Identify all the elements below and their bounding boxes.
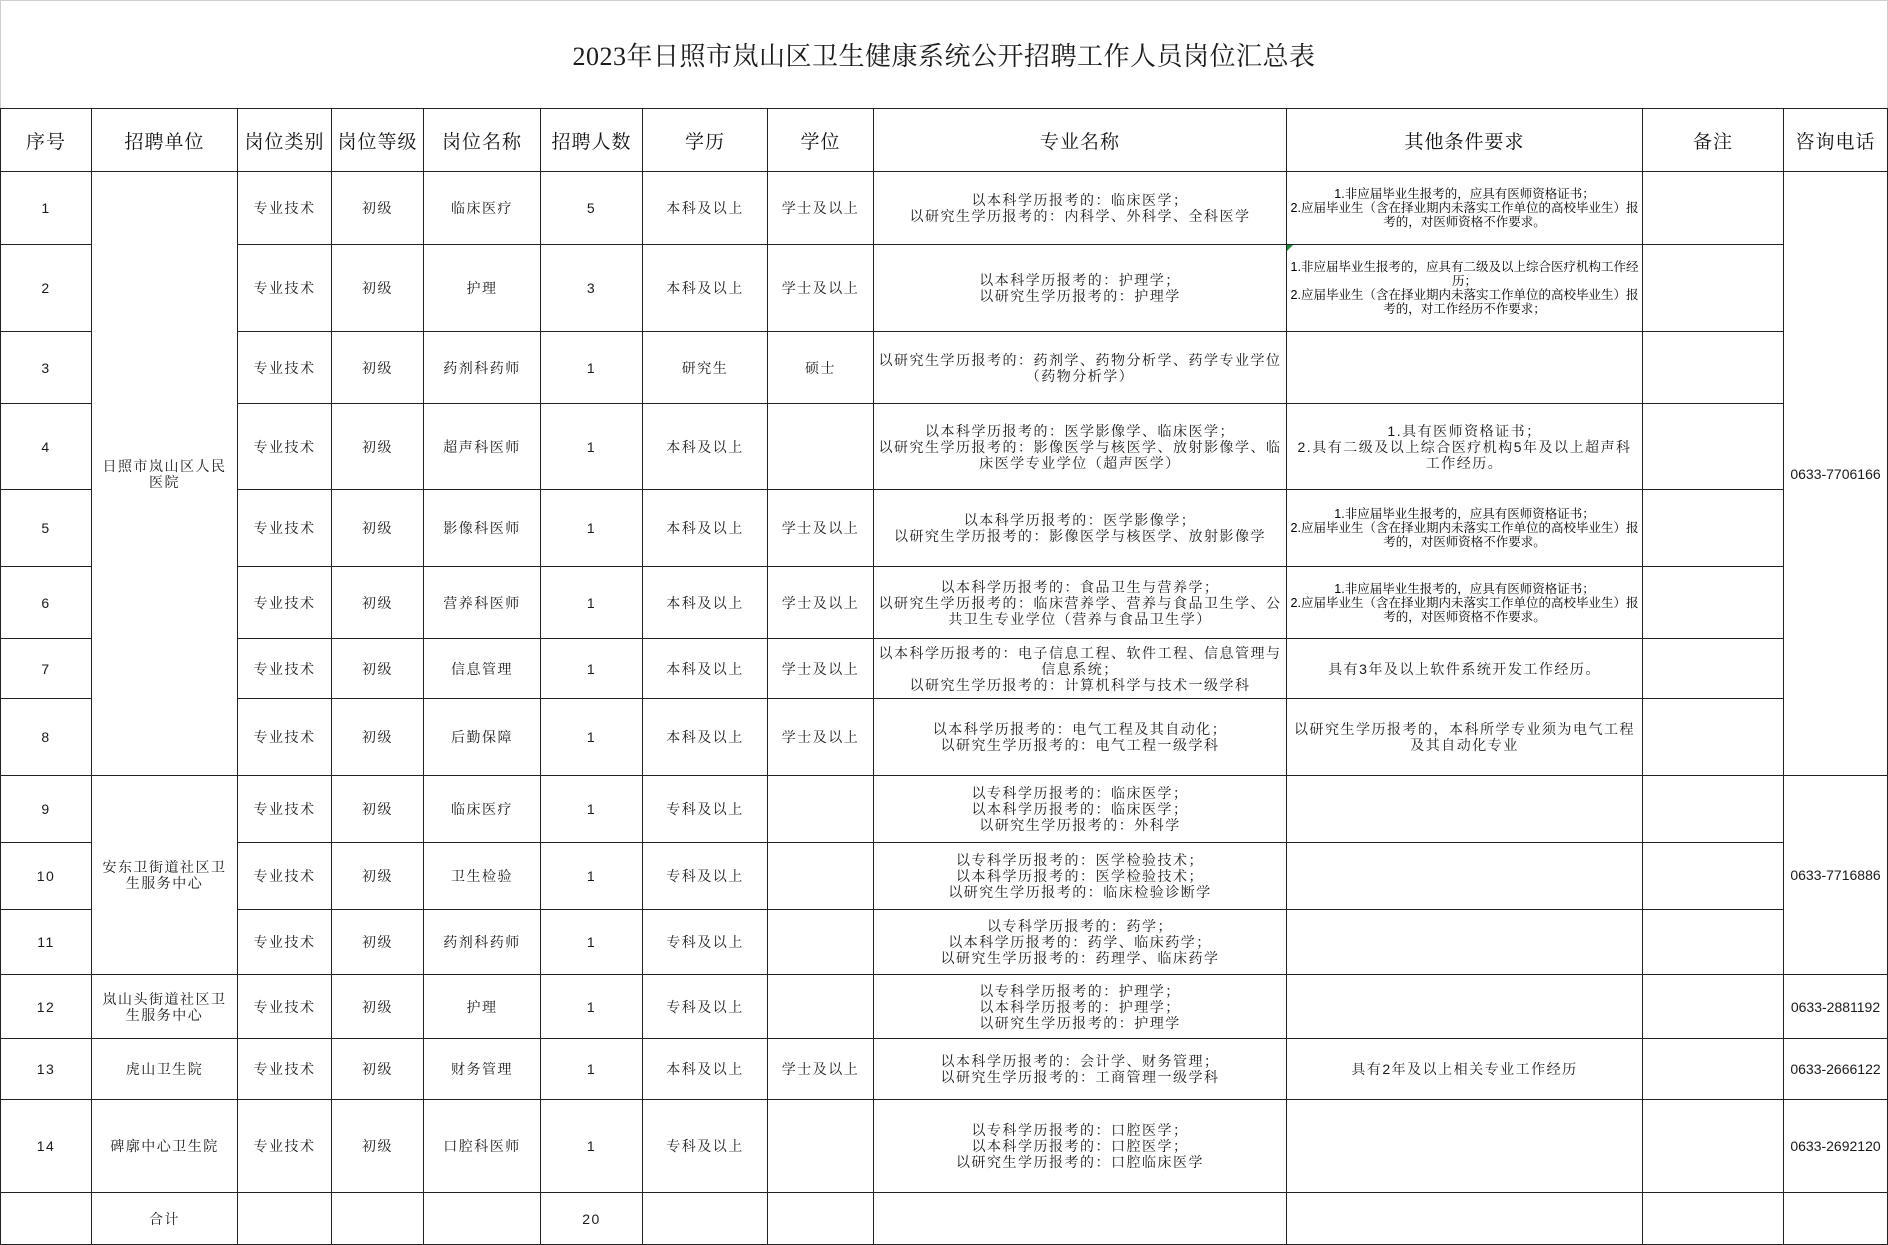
major-line: 以研究生学历报考的：电气工程一级学科 xyxy=(940,737,1220,753)
headcount-cell: 1 xyxy=(541,975,643,1039)
major-line: 以本科学历报考的：临床医学； xyxy=(971,192,1189,208)
position-name-cell: 护理 xyxy=(424,975,541,1039)
row-number-cell: 14 xyxy=(1,1100,92,1193)
major-line: 以本科学历报考的：食品卫生与营养学； xyxy=(940,578,1220,595)
remark-cell xyxy=(1643,567,1784,639)
total-level-cell xyxy=(332,1193,424,1245)
requirement-line: 以研究生学历报考的，本科所学专业须为电气工程及其自动化专业 xyxy=(1294,721,1635,753)
major-line: 以专科学历报考的：药学； xyxy=(987,918,1173,934)
position-name-cell: 口腔科医师 xyxy=(424,1100,541,1193)
remark-cell xyxy=(1643,843,1784,910)
major-line: 以本科学历报考的：临床医学； xyxy=(971,801,1189,817)
headcount-cell: 5 xyxy=(541,172,643,245)
education-cell: 专科及以上 xyxy=(643,975,768,1039)
category-cell: 专业技术 xyxy=(238,567,332,639)
major-cell xyxy=(874,843,1287,910)
major-line: 以研究生学历报考的：外科学 xyxy=(979,817,1181,833)
requirement-line: 具有2年及以上相关专业工作经历 xyxy=(1351,1061,1578,1077)
remark-cell xyxy=(1643,776,1784,843)
header-other-requirements: 其他条件要求 xyxy=(1287,109,1643,172)
total-headcount: 20 xyxy=(541,1193,643,1245)
level-cell: 初级 xyxy=(332,910,424,975)
major-line: 以研究生学历报考的：影像医学与核医学、放射影像学、临床医学专业学位（超声医学） xyxy=(878,438,1282,471)
headcount-cell: 1 xyxy=(541,699,643,776)
row-number-cell: 6 xyxy=(1,567,92,639)
other-requirements-cell xyxy=(1287,1039,1643,1100)
degree-cell xyxy=(768,1100,874,1193)
level-cell: 初级 xyxy=(332,975,424,1039)
header-remark: 备注 xyxy=(1643,109,1784,172)
recruitment-table xyxy=(0,108,1888,1245)
header-number: 序号 xyxy=(1,109,92,172)
remark-cell xyxy=(1643,910,1784,975)
position-name-cell: 后勤保障 xyxy=(424,699,541,776)
remark-cell xyxy=(1643,1039,1784,1100)
position-name-cell: 信息管理 xyxy=(424,639,541,699)
table-row xyxy=(1,843,1888,910)
header-unit: 招聘单位 xyxy=(92,109,238,172)
position-name-cell: 营养科医师 xyxy=(424,567,541,639)
unit-name-cell: 安东卫街道社区卫生服务中心 xyxy=(92,776,238,975)
other-requirements-cell xyxy=(1287,975,1643,1039)
major-line: 以研究生学历报考的：药剂学、药物分析学、药学专业学位（药物分析学） xyxy=(878,351,1282,384)
position-name-cell: 财务管理 xyxy=(424,1039,541,1100)
other-requirements-cell xyxy=(1287,639,1643,699)
row-number-cell: 9 xyxy=(1,776,92,843)
requirement-line: 1.非应届毕业生报考的，应具有二级及以上综合医疗机构工作经历； xyxy=(1290,260,1639,288)
requirement-line: 具有3年及以上软件系统开发工作经历。 xyxy=(1328,660,1601,677)
major-cell xyxy=(874,975,1287,1039)
unit-name-cell: 日照市岚山区人民医院 xyxy=(92,172,238,776)
header-category: 岗位类别 xyxy=(238,109,332,172)
row-number-cell: 7 xyxy=(1,639,92,699)
total-phone-cell xyxy=(1784,1193,1888,1245)
header-row xyxy=(1,109,1888,172)
degree-cell: 学士及以上 xyxy=(768,245,874,332)
category-cell: 专业技术 xyxy=(238,172,332,245)
other-requirements-cell xyxy=(1287,567,1643,639)
remark-cell xyxy=(1643,699,1784,776)
education-cell: 专科及以上 xyxy=(643,1100,768,1193)
education-cell: 本科及以上 xyxy=(643,490,768,567)
total-body xyxy=(1,1193,1888,1245)
education-cell: 本科及以上 xyxy=(643,245,768,332)
row-number-cell: 10 xyxy=(1,843,92,910)
major-line: 以专科学历报考的：临床医学； xyxy=(971,785,1189,801)
total-degree-cell xyxy=(768,1193,874,1245)
position-name-cell: 临床医疗 xyxy=(424,172,541,245)
major-line: 以本科学历报考的：电子信息工程、软件工程、信息管理与信息系统； xyxy=(878,644,1282,677)
major-line: 以本科学历报考的：医学检验技术； xyxy=(956,868,1204,884)
total-remark-cell xyxy=(1643,1193,1784,1245)
requirement-line: 1.具有医师资格证书； xyxy=(1387,422,1542,439)
position-name-cell: 药剂科药师 xyxy=(424,910,541,975)
category-cell: 专业技术 xyxy=(238,975,332,1039)
headcount-cell: 1 xyxy=(541,776,643,843)
education-cell: 本科及以上 xyxy=(643,639,768,699)
page-title: 2023年日照市岚山区卫生健康系统公开招聘工作人员岗位汇总表 xyxy=(572,42,1316,71)
major-cell xyxy=(874,332,1287,404)
requirement-line: 1.非应届毕业生报考的，应具有医师资格证书； xyxy=(1334,581,1595,596)
row-number-cell: 1 xyxy=(1,172,92,245)
row-number-cell: 8 xyxy=(1,699,92,776)
major-line: 以本科学历报考的：口腔医学； xyxy=(971,1138,1189,1154)
major-cell xyxy=(874,1039,1287,1100)
headcount-cell: 1 xyxy=(541,639,643,699)
table-row xyxy=(1,404,1888,490)
remark-cell xyxy=(1643,172,1784,245)
major-cell xyxy=(874,776,1287,843)
unit-name-cell: 碑廓中心卫生院 xyxy=(92,1100,238,1193)
degree-cell: 硕士 xyxy=(768,332,874,404)
degree-cell: 学士及以上 xyxy=(768,639,874,699)
header-position: 岗位名称 xyxy=(424,109,541,172)
row-number-cell: 5 xyxy=(1,490,92,567)
education-cell: 专科及以上 xyxy=(643,776,768,843)
level-cell: 初级 xyxy=(332,639,424,699)
level-cell: 初级 xyxy=(332,843,424,910)
major-line: 以本科学历报考的：药学、临床药学； xyxy=(948,934,1212,950)
total-category-cell xyxy=(238,1193,332,1245)
level-cell: 初级 xyxy=(332,699,424,776)
total-number-cell xyxy=(1,1193,92,1245)
requirement-line: 2.应届毕业生（含在择业期内未落实工作单位的高校毕业生）报考的，对医师资格不作要求。 xyxy=(1290,521,1639,549)
major-line: 以研究生学历报考的：口腔临床医学 xyxy=(956,1154,1204,1170)
major-line: 以研究生学历报考的：内科学、外科学、全科医学 xyxy=(909,208,1251,224)
headcount-cell: 1 xyxy=(541,1100,643,1193)
table-row xyxy=(1,1100,1888,1193)
major-line: 以研究生学历报考的：药理学、临床药学 xyxy=(940,950,1220,966)
remark-cell xyxy=(1643,490,1784,567)
remark-cell xyxy=(1643,332,1784,404)
phone-cell: 0633-2692120 xyxy=(1784,1100,1888,1193)
total-education-cell xyxy=(643,1193,768,1245)
requirement-line: 1.非应届毕业生报考的，应具有医师资格证书； xyxy=(1334,507,1595,521)
category-cell: 专业技术 xyxy=(238,490,332,567)
major-line: 以研究生学历报考的：临床营养学、营养与食品卫生学、公共卫生专业学位（营养与食品卫生学） xyxy=(878,594,1282,627)
level-cell: 初级 xyxy=(332,172,424,245)
remark-cell xyxy=(1643,1100,1784,1193)
level-cell: 初级 xyxy=(332,1039,424,1100)
major-cell xyxy=(874,567,1287,639)
major-line: 以研究生学历报考的：护理学 xyxy=(979,288,1181,304)
other-requirements-cell xyxy=(1287,404,1643,490)
category-cell: 专业技术 xyxy=(238,1039,332,1100)
total-position-cell xyxy=(424,1193,541,1245)
category-cell: 专业技术 xyxy=(238,332,332,404)
header-degree: 学位 xyxy=(768,109,874,172)
headcount-cell: 1 xyxy=(541,1039,643,1100)
degree-cell xyxy=(768,404,874,490)
phone-cell: 0633-2666122 xyxy=(1784,1039,1888,1100)
major-line: 以本科学历报考的：护理学； xyxy=(979,998,1181,1015)
level-cell: 初级 xyxy=(332,404,424,490)
level-cell: 初级 xyxy=(332,776,424,843)
major-cell xyxy=(874,639,1287,699)
phone-cell: 0633-7706166 xyxy=(1784,172,1888,776)
table-row xyxy=(1,172,1888,245)
category-cell: 专业技术 xyxy=(238,699,332,776)
education-cell: 本科及以上 xyxy=(643,699,768,776)
major-line: 以研究生学历报考的：工商管理一级学科 xyxy=(940,1069,1220,1085)
education-cell: 专科及以上 xyxy=(643,843,768,910)
other-requirements-cell xyxy=(1287,776,1643,843)
major-line: 以本科学历报考的：医学影像学、临床医学； xyxy=(925,422,1235,439)
unit-name-cell: 虎山卫生院 xyxy=(92,1039,238,1100)
row-number-cell: 4 xyxy=(1,404,92,490)
table-row xyxy=(1,245,1888,332)
major-cell xyxy=(874,245,1287,332)
header-major: 专业名称 xyxy=(874,109,1287,172)
title-bar xyxy=(0,0,1888,108)
education-cell: 本科及以上 xyxy=(643,172,768,245)
degree-cell: 学士及以上 xyxy=(768,699,874,776)
major-line: 以研究生学历报考的：计算机科学与技术一级学科 xyxy=(909,676,1251,693)
requirement-line: 2.具有二级及以上综合医疗机构5年及以上超声科工作经历。 xyxy=(1297,438,1632,471)
other-requirements-cell xyxy=(1287,332,1643,404)
headcount-cell: 3 xyxy=(541,245,643,332)
remark-cell xyxy=(1643,639,1784,699)
table-row xyxy=(1,910,1888,975)
level-cell: 初级 xyxy=(332,1100,424,1193)
table-row xyxy=(1,490,1888,567)
degree-cell xyxy=(768,975,874,1039)
major-cell xyxy=(874,172,1287,245)
position-name-cell: 药剂科药师 xyxy=(424,332,541,404)
other-requirements-cell xyxy=(1287,172,1643,245)
category-cell: 专业技术 xyxy=(238,245,332,332)
category-cell: 专业技术 xyxy=(238,776,332,843)
other-requirements-cell xyxy=(1287,699,1643,776)
major-line: 以本科学历报考的：护理学； xyxy=(979,272,1181,288)
phone-cell: 0633-7716886 xyxy=(1784,776,1888,975)
remark-cell xyxy=(1643,404,1784,490)
header-education: 学历 xyxy=(643,109,768,172)
header-headcount: 招聘人数 xyxy=(541,109,643,172)
major-line: 以专科学历报考的：护理学； xyxy=(979,982,1181,999)
major-line: 以本科学历报考的：会计学、财务管理； xyxy=(940,1053,1220,1069)
education-cell: 专科及以上 xyxy=(643,910,768,975)
table-body xyxy=(1,172,1888,1193)
table-row xyxy=(1,776,1888,843)
major-line: 以本科学历报考的：医学影像学； xyxy=(963,512,1197,528)
major-line: 以专科学历报考的：医学检验技术； xyxy=(956,852,1204,868)
position-name-cell: 临床医疗 xyxy=(424,776,541,843)
table-row xyxy=(1,639,1888,699)
education-cell: 本科及以上 xyxy=(643,1039,768,1100)
headcount-cell: 1 xyxy=(541,404,643,490)
table-row xyxy=(1,699,1888,776)
major-cell xyxy=(874,699,1287,776)
level-cell: 初级 xyxy=(332,332,424,404)
table-row xyxy=(1,1039,1888,1100)
other-requirements-cell xyxy=(1287,910,1643,975)
degree-cell xyxy=(768,843,874,910)
headcount-cell: 1 xyxy=(541,567,643,639)
headcount-cell: 1 xyxy=(541,843,643,910)
header-level: 岗位等级 xyxy=(332,109,424,172)
requirement-line: 2.应届毕业生（含在择业期内未落实工作单位的高校毕业生）报考的，对工作经历不作要求； xyxy=(1290,288,1639,316)
degree-cell: 学士及以上 xyxy=(768,567,874,639)
other-requirements-cell xyxy=(1287,245,1643,332)
row-number-cell: 11 xyxy=(1,910,92,975)
level-cell: 初级 xyxy=(332,490,424,567)
row-number-cell: 13 xyxy=(1,1039,92,1100)
other-requirements-cell xyxy=(1287,1100,1643,1193)
category-cell: 专业技术 xyxy=(238,639,332,699)
total-row xyxy=(1,1193,1888,1245)
major-line: 以专科学历报考的：口腔医学； xyxy=(971,1122,1189,1138)
other-requirements-cell xyxy=(1287,843,1643,910)
education-cell: 研究生 xyxy=(643,332,768,404)
headcount-cell: 1 xyxy=(541,332,643,404)
table-row xyxy=(1,332,1888,404)
row-number-cell: 2 xyxy=(1,245,92,332)
major-line: 以研究生学历报考的：临床检验诊断学 xyxy=(948,884,1212,900)
category-cell: 专业技术 xyxy=(238,843,332,910)
unit-name-cell: 岚山头街道社区卫生服务中心 xyxy=(92,975,238,1039)
education-cell: 本科及以上 xyxy=(643,404,768,490)
position-name-cell: 超声科医师 xyxy=(424,404,541,490)
education-cell: 本科及以上 xyxy=(643,567,768,639)
phone-cell: 0633-2881192 xyxy=(1784,975,1888,1039)
major-cell xyxy=(874,1100,1287,1193)
header-phone: 咨询电话 xyxy=(1784,109,1888,172)
headcount-cell: 1 xyxy=(541,910,643,975)
major-line: 以研究生学历报考的：影像医学与核医学、放射影像学 xyxy=(894,528,1266,544)
total-label: 合计 xyxy=(92,1193,238,1245)
degree-cell: 学士及以上 xyxy=(768,1039,874,1100)
requirement-line: 2.应届毕业生（含在择业期内未落实工作单位的高校毕业生）报考的，对医师资格不作要求。 xyxy=(1290,201,1639,229)
position-name-cell: 卫生检验 xyxy=(424,843,541,910)
category-cell: 专业技术 xyxy=(238,1100,332,1193)
table-row xyxy=(1,567,1888,639)
position-name-cell: 护理 xyxy=(424,245,541,332)
degree-cell xyxy=(768,776,874,843)
major-line: 以研究生学历报考的：护理学 xyxy=(979,1014,1181,1031)
remark-cell xyxy=(1643,975,1784,1039)
major-cell xyxy=(874,404,1287,490)
level-cell: 初级 xyxy=(332,245,424,332)
level-cell: 初级 xyxy=(332,567,424,639)
headcount-cell: 1 xyxy=(541,490,643,567)
row-number-cell: 12 xyxy=(1,975,92,1039)
total-major-cell xyxy=(874,1193,1287,1245)
requirement-line: 2.应届毕业生（含在择业期内未落实工作单位的高校毕业生）报考的，对医师资格不作要求。 xyxy=(1290,595,1639,624)
degree-cell xyxy=(768,910,874,975)
category-cell: 专业技术 xyxy=(238,404,332,490)
position-name-cell: 影像科医师 xyxy=(424,490,541,567)
other-requirements-cell xyxy=(1287,490,1643,567)
remark-cell xyxy=(1643,245,1784,332)
major-cell xyxy=(874,490,1287,567)
table-row xyxy=(1,975,1888,1039)
row-number-cell: 3 xyxy=(1,332,92,404)
degree-cell: 学士及以上 xyxy=(768,172,874,245)
degree-cell: 学士及以上 xyxy=(768,490,874,567)
requirement-line: 1.非应届毕业生报考的，应具有医师资格证书； xyxy=(1334,187,1595,201)
category-cell: 专业技术 xyxy=(238,910,332,975)
major-cell xyxy=(874,910,1287,975)
major-line: 以本科学历报考的：电气工程及其自动化； xyxy=(932,721,1228,737)
total-other-cell xyxy=(1287,1193,1643,1245)
